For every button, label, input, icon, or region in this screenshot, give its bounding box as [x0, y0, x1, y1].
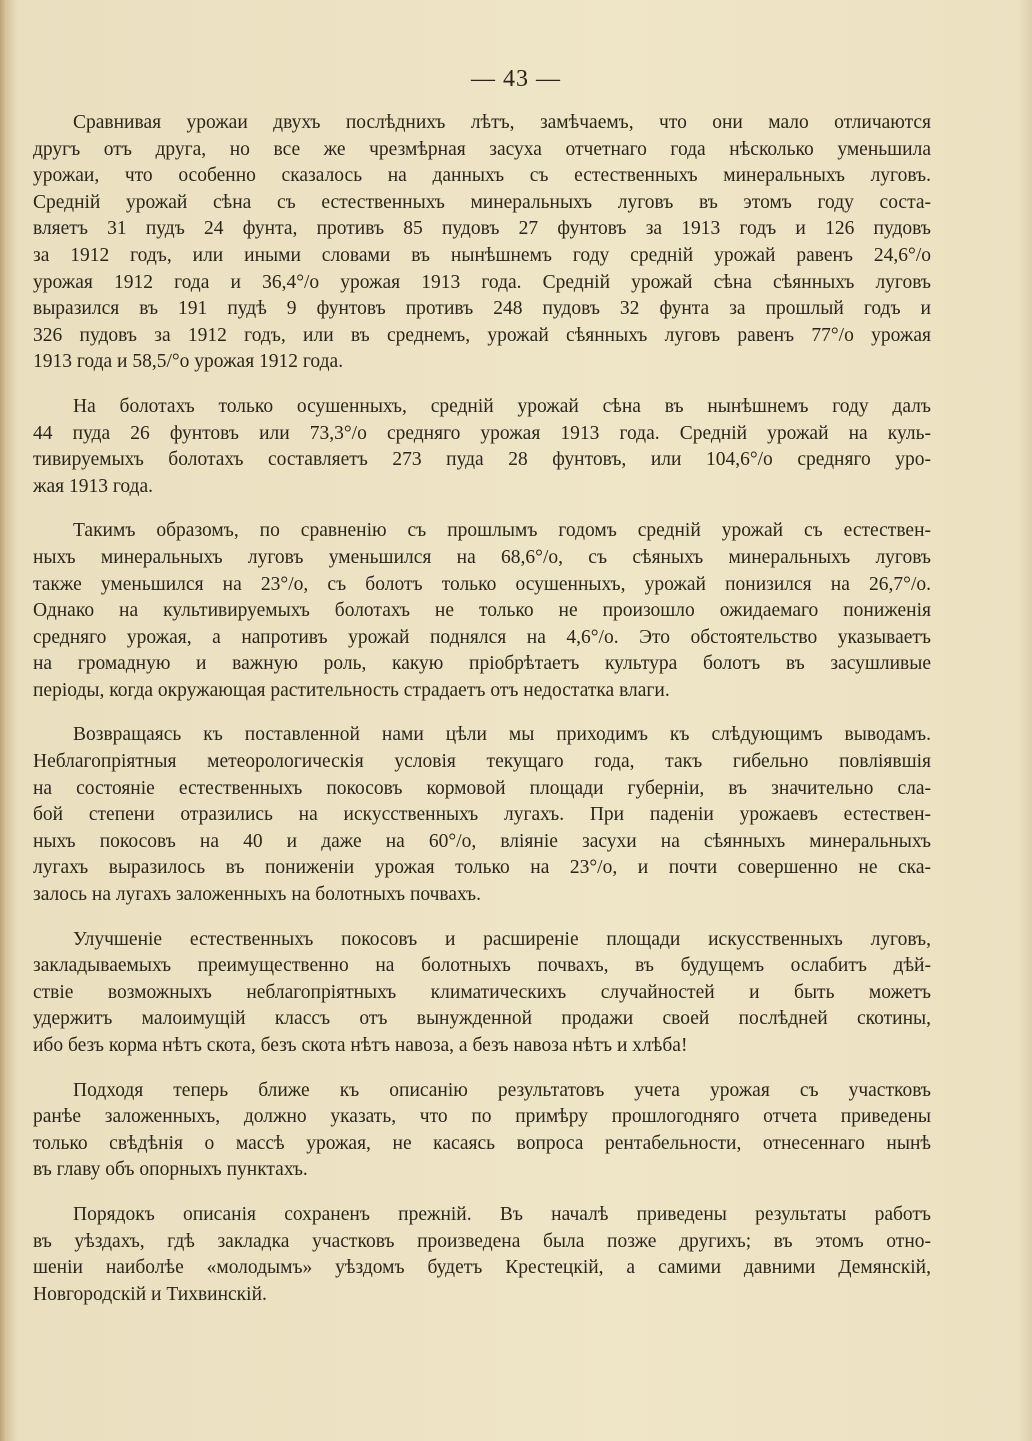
paragraph-accounting — [33, 1078, 931, 1184]
text-line: На болотахъ только осушенныхъ, средній урожай сѣна въ нынѣшнемъ году далъ — [73, 395, 931, 417]
text-line: Неблагопріятныя метеорологическія условія текущаго года, такъ гибельно повліявшія — [33, 751, 931, 773]
text-line: другъ отъ друга, но все же чрезмѣрная засуха отчетнаго года нѣсколько уменьшила — [33, 138, 931, 160]
text-line: въ главу объ опорныхъ пунктахъ. — [33, 1159, 308, 1181]
text-line: Сравнивая урожаи двухъ послѣднихъ лѣтъ, замѣчаемъ, что они мало отличаются — [73, 112, 931, 133]
text-line: 1913 года и 58,5/°o урожая 1912 года. — [33, 351, 344, 373]
text-line: Такимъ образомъ, по сравненію съ прошлымъ годомъ средній урожай съ естествен- — [73, 520, 931, 542]
paragraph-bogs — [33, 394, 931, 500]
text-line: Порядокъ описанія сохраненъ прежній. Въ началѣ приведены результаты работъ — [73, 1203, 931, 1225]
text-line: періоды, когда окружающая растительность страдаетъ отъ недостатка влаги. — [33, 679, 670, 701]
text-line: за 1912 годъ, или иными словами въ нынѣшнемъ году средній урожай равенъ 24,6°/o — [33, 244, 931, 266]
text-line: выразился въ 191 пудѣ 9 фунтовъ противъ 248 пудовъ 32 фунта за прошлый годъ и — [33, 298, 931, 320]
text-line: на состояніе естественныхъ покосовъ кормовой площади губерніи, въ значительно сла- — [33, 777, 931, 799]
text-line: ибо безъ корма нѣтъ скота, безъ скота нѣтъ навоза, а безъ навоза нѣтъ и хлѣба! — [33, 1035, 688, 1056]
text-line: также уменьшился на 23°/o, съ болотъ только осушенныхъ, урожай понизился на 26,7°/o. — [33, 573, 931, 595]
paragraph-summary — [33, 518, 931, 704]
text-line: вляетъ 31 пудъ 24 фунта, противъ 85 пудовъ 27 фунтовъ за 1913 годъ и 126 пудовъ — [33, 218, 931, 240]
text-line: Новгородскій и Тихвинскій. — [33, 1283, 267, 1305]
page-number: — 43 — — [471, 66, 561, 92]
text-line: средняго урожая, а напротивъ урожай поднялся на 4,6°/o. Это обстоятельство указываетъ — [33, 626, 931, 648]
text-line: удержитъ малоимущій классъ отъ вынужденной продажи своей послѣдней скотины, — [33, 1008, 931, 1030]
text-line: Возвращаясь къ поставленной нами цѣли мы приходимъ къ слѣдующимъ выводамъ. — [73, 724, 931, 746]
paragraph-harvest-comparison — [33, 110, 931, 376]
text-line: закладываемыхъ преимущественно на болотныхъ почвахъ, въ будущемъ ослабитъ дѣй- — [33, 955, 931, 977]
body-text — [33, 110, 931, 1326]
text-line: ранѣе заложенныхъ, должно указать, что по примѣру прошлогодняго отчета приведены — [33, 1106, 931, 1128]
paragraph-improvement — [33, 927, 931, 1060]
text-line: на громадную и важную роль, какую пріобрѣтаетъ культура болотъ въ засушливые — [33, 653, 931, 675]
text-line: Средній урожай сѣна съ естественныхъ минеральныхъ луговъ въ этомъ году соста- — [33, 191, 931, 213]
text-line: залось на лугахъ заложенныхъ на болотныхъ почвахъ. — [33, 884, 482, 906]
text-line: 44 пуда 26 фунтовъ или 73,3°/o средняго урожая 1913 года. Средній урожай на куль- — [33, 422, 931, 444]
text-line: только свѣдѣнія о массѣ урожая, не касаясь вопроса рентабельности, отнесеннаго нынѣ — [33, 1132, 931, 1154]
text-line: тивируемыхъ болотахъ составляетъ 273 пуда 28 фунтовъ, или 104,6°/o средняго уро- — [33, 449, 931, 471]
text-line: въ уѣздахъ, гдѣ закладка участковъ произведена была позже другихъ; въ этомъ отно- — [33, 1230, 931, 1252]
text-line: ныхъ минеральныхъ луговъ уменьшился на 68,6°/o, съ сѣяныхъ минеральныхъ луговъ — [33, 546, 931, 568]
text-line: урожая 1912 года и 36,4°/o урожая 1913 года. Средній урожай сѣна сѣянныхъ луговъ — [33, 271, 931, 293]
text-line: ныхъ покосовъ на 40 и даже на 60°/o, вліяніе засухи на сѣянныхъ минеральныхъ — [33, 830, 931, 852]
text-line: лугахъ выразилось въ пониженіи урожая только на 23°/o, и почти совершенно не ска- — [33, 857, 931, 879]
text-line: урожаи, что особенно сказалось на данныхъ съ естественныхъ минеральныхъ луговъ. — [33, 165, 931, 187]
paragraph-order — [33, 1202, 931, 1308]
text-line: Подходя теперь ближе къ описанію результатовъ учета урожая съ участковъ — [73, 1079, 931, 1101]
text-line: жая 1913 года. — [33, 475, 153, 497]
text-line: шеніи наиболѣе «молодымъ» уѣздомъ будетъ Крестецкій, а самими давними Демянскій, — [33, 1257, 931, 1279]
paragraph-conclusions — [33, 722, 931, 908]
text-line: ствіе возможныхъ неблагопріятныхъ климатическихъ случайностей и быть можетъ — [33, 981, 931, 1003]
text-line: бой степени отразились на искусственныхъ лугахъ. При паденіи урожаевъ естествен- — [33, 804, 931, 826]
text-line: Однако на культивируемыхъ болотахъ не только не произошло ожидаемаго пониженія — [33, 600, 931, 622]
text-line: 326 пудовъ за 1912 годъ, или въ среднемъ, урожай сѣянныхъ луговъ равенъ 77°/o урожая — [33, 324, 931, 346]
text-line: Улучшеніе естественныхъ покосовъ и расширеніе площади искусственныхъ луговъ, — [73, 928, 931, 950]
